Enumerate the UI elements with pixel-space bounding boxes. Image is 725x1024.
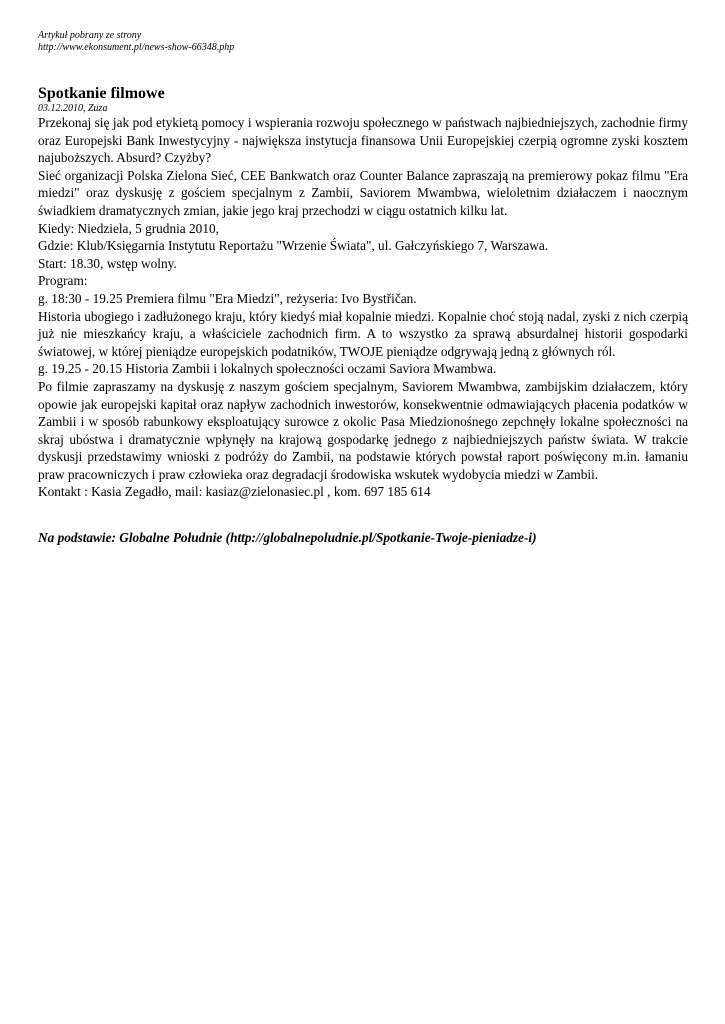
program-item-film bbox=[38, 290, 688, 360]
program-item-heading: g. 19.25 - 20.15 Historia Zambii i lokalnych społeczności oczami Saviora Mwambwa. bbox=[38, 361, 497, 377]
document-page bbox=[38, 30, 688, 547]
source-footer: Na podstawie: Globalne Południe (http://globalnepoludnie.pl/Spotkanie-Twoje-pieniadze-i) bbox=[38, 530, 537, 546]
program-item-text: Po filmie zapraszamy na dyskusję z naszym gościem specjalnym, Saviorem Mwambwa, zambijskim działaczem, który opowie jak europejski kapitał oraz napływ zachodnich inwestorów, konsekwentnie odmawiających płacenia podatków w Zambii i w sposób rabunkowy eksploatujący surowce z okolic Pasa Miedzionośnego zepchnęły lokalne społeczności na skraj ubóstwa i dramatycznie wpłynęły na krajową gospodarkę jednego z najbiedniejszych państw świata. W trakcie dyskusji przedstawimy wnioski z podróży do Zambii, na podstawie których powstał raport poświęcony m.in. łamaniu praw pracowniczych i praw człowieka oraz degradacji środowiska wskutek wydobycia miedzi w Zambii. bbox=[38, 378, 688, 482]
event-details bbox=[38, 220, 688, 273]
source-label: Artykuł pobrany ze strony bbox=[38, 30, 142, 41]
contact-line: Kontakt : Kasia Zegadło, mail: kasiaz@zielonasiec.pl , kom. 697 185 614 bbox=[38, 484, 431, 500]
article-title: Spotkanie filmowe bbox=[38, 85, 165, 102]
article-dateline: 03.12.2010, Zuza bbox=[38, 103, 108, 114]
event-where: Gdzie: Klub/Księgarnia Instytutu Reportażu "Wrzenie Świata", ul. Gałczyńskiego 7, Warszawa. bbox=[38, 238, 549, 254]
program-item-heading: g. 18:30 - 19.25 Premiera filmu "Era Miedzi", reżyseria: Ivo Bystřičan. bbox=[38, 290, 417, 306]
event-when: Kiedy: Niedziela, 5 grudnia 2010, bbox=[38, 220, 219, 236]
program-item-text: Historia ubogiego i zadłużonego kraju, który kiedyś miał kopalnie miedzi. Kopalnie choć stoją nadal, zyski z nich czerpią już nie mieszkańcy kraju, a właściciele zachodnich firm. A to wszystko za sprawą absurdalnej historii gospodarki światowej, w której pieniądze europejskich podatników, TWOJE pieniądze odgrywają jedną z głównych ról. bbox=[38, 308, 688, 359]
source-url: http://www.ekonsument.pl/news-show-66348.php bbox=[38, 42, 235, 53]
invitation-paragraph: Sieć organizacji Polska Zielona Sieć, CEE Bankwatch oraz Counter Balance zapraszają na premierowy pokaz filmu "Era miedzi" oraz dyskusję z gościem specjalnym z Zambii, Saviorem Mwambwa, wieloletnim działaczem i naocznym świadkiem dramatycznych zmian, jakie jego kraj przechodzi w ciągu ostatnich kilku lat. bbox=[38, 167, 688, 218]
program-label: Program: bbox=[38, 273, 88, 289]
article-intro: Przekonaj się jak pod etykietą pomocy i wspierania rozwoju społecznego w państwach najbiedniejszych, zachodnie firmy oraz Europejski Bank Inwestycyjny - największa instytucja finansowa Unii Europejskiej czerpią ogromne zyski kosztem najuboższych. Absurd? Czyżby? bbox=[38, 115, 688, 166]
event-start: Start: 18.30, wstęp wolny. bbox=[38, 255, 177, 271]
program-item-discussion bbox=[38, 360, 688, 483]
